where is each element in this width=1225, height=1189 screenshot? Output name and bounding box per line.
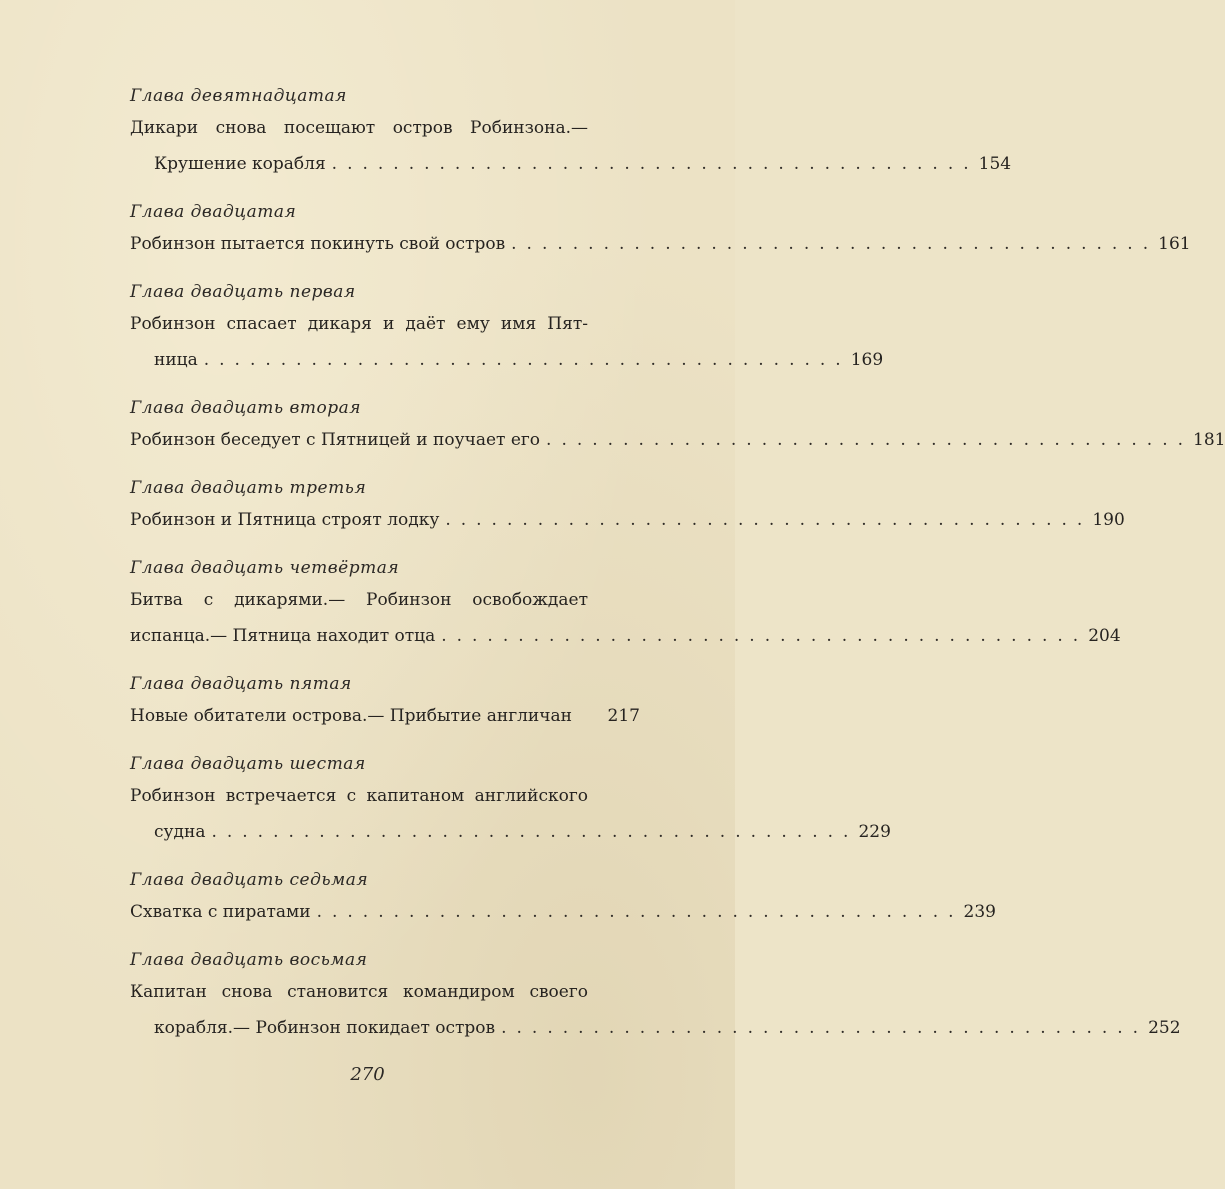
toc-entry	[130, 778, 891, 850]
toc-entry	[130, 226, 1191, 262]
leader-dots: ..........................................	[501, 1018, 1149, 1038]
page-reference: 169	[850, 350, 884, 370]
toc-chapter	[130, 198, 1191, 262]
toc-entry	[130, 582, 1121, 654]
toc-chapter	[130, 866, 996, 930]
leader-dots: ..........................................	[445, 510, 1093, 530]
entry-title-line: Капитан снова становится командиром своего	[130, 982, 588, 1002]
toc-chapter	[130, 82, 1012, 182]
leader-dots: ..........................................	[211, 822, 859, 842]
page-number: 270	[350, 1064, 385, 1085]
page-reference: 154	[978, 154, 1012, 174]
toc-chapter	[130, 394, 1225, 458]
leader-dots: ..........................................	[546, 430, 1194, 450]
chapter-heading: Глава двадцать вторая	[130, 398, 362, 418]
entry-title: Робинзон беседует с Пятницей и поучает его	[130, 430, 541, 450]
page-reference: 181	[1193, 430, 1225, 450]
leader-dots: ..........................................	[511, 234, 1159, 254]
chapter-heading: Глава двадцать седьмая	[130, 870, 369, 890]
entry-title: Робинзон и Пятница строят лодку	[130, 510, 440, 530]
entry-title: Робинзон пытается покинуть свой остров	[130, 234, 506, 254]
entry-title: Схватка с пиратами	[130, 902, 311, 922]
entry-title-line: Битва с дикарями.— Робинзон освобождает	[130, 590, 588, 610]
toc-chapter	[130, 946, 1181, 1046]
page-reference: 229	[858, 822, 891, 842]
toc-chapter	[130, 474, 1125, 538]
toc-chapter	[130, 554, 1121, 654]
leader-dots: ..........................................	[441, 626, 1089, 646]
toc-entry	[130, 698, 640, 734]
page-reference: 217	[607, 706, 640, 726]
toc-chapter	[130, 670, 640, 734]
leader-dots: ..........................................	[203, 350, 851, 370]
entry-title-continuation: Крушение корабля	[154, 154, 326, 174]
toc-entry	[130, 306, 884, 378]
entry-title-continuation: испанца.— Пятница находит отца	[130, 626, 436, 646]
toc-entry	[130, 974, 1181, 1046]
entry-title-line: Робинзон спасает дикаря и даёт ему имя Пят-	[130, 314, 588, 334]
page-reference: 204	[1088, 626, 1121, 646]
chapter-heading: Глава двадцатая	[130, 202, 297, 222]
entry-title-line: Дикари снова посещают остров Робинзона.—	[130, 118, 588, 138]
toc-chapter	[130, 278, 884, 378]
chapter-heading: Глава двадцать третья	[130, 478, 367, 498]
entry-title-continuation: корабля.— Робинзон покидает остров	[154, 1018, 496, 1038]
toc-chapter	[130, 750, 891, 850]
chapter-heading: Глава двадцать шестая	[130, 754, 366, 774]
entry-title: Новые обитатели острова.— Прибытие англичан	[130, 706, 572, 726]
leader-dots: ..........................................	[316, 902, 964, 922]
toc-entry	[130, 422, 1225, 458]
chapter-heading: Глава двадцать первая	[130, 282, 356, 302]
chapter-heading: Глава двадцать четвёртая	[130, 558, 400, 578]
toc-entry	[130, 110, 1012, 182]
chapter-heading: Глава девятнадцатая	[130, 86, 347, 106]
table-of-contents	[130, 82, 1225, 1046]
chapter-heading: Глава двадцать пятая	[130, 674, 352, 694]
toc-entry	[130, 502, 1125, 538]
leader-dots: ..........................................	[331, 154, 979, 174]
page-reference: 239	[963, 902, 996, 922]
toc-entry	[130, 894, 996, 930]
entry-title-line: Робинзон встречается с капитаном английского	[130, 786, 588, 806]
entry-title-continuation: ница	[154, 350, 198, 370]
entry-title-continuation: судна	[154, 822, 206, 842]
page-reference: 190	[1092, 510, 1125, 530]
chapter-heading: Глава двадцать восьмая	[130, 950, 368, 970]
page-reference: 161	[1158, 234, 1191, 254]
page-reference: 252	[1148, 1018, 1181, 1038]
